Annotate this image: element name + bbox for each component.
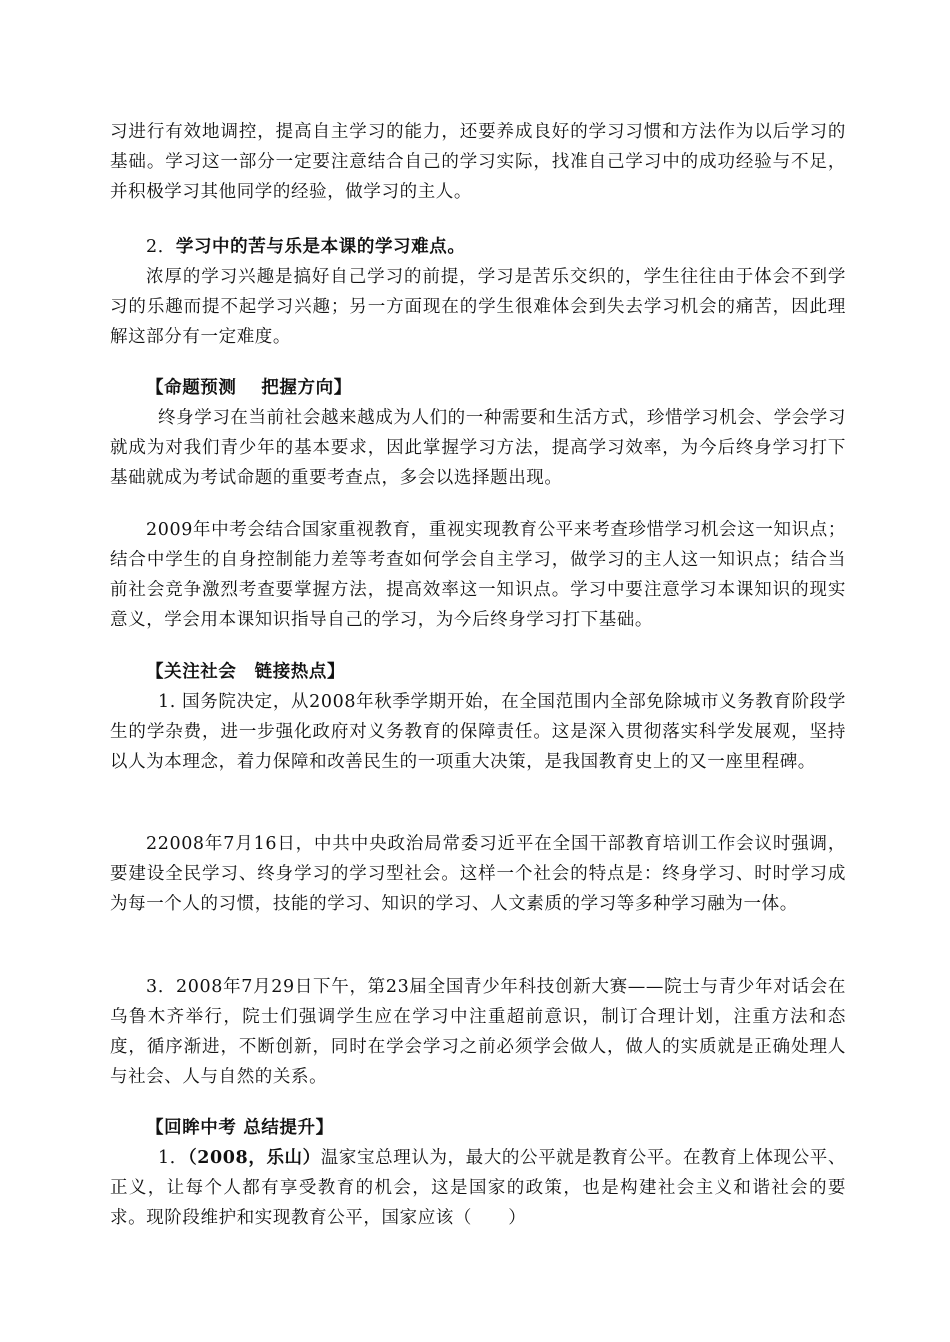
paragraph-difficulty: 浓厚的学习兴趣是搞好自己学习的前提，学习是苦乐交织的，学生往往由于体会不到学习的乐趣而提不起学习兴趣；另一方面现在的学生很难体会到失去学习机会的痛苦，因此理解这部分有一定难度。	[110, 267, 846, 347]
question-1-number: 1．	[158, 1148, 188, 1168]
heading-review: 【回眸中考 总结提升】	[146, 1118, 334, 1138]
paragraph-hot-1: 1. 国务院决定，从2008年秋季学期开始，在全国范围内全部免除城市义务教育阶段学生的学杂费，进一步强化政府对义务教育的保障责任。这是深入贯彻落实科学发展观，坚持以人为本理念，着力保障和改善民生的一项重大决策，是我国教育史上的又一座里程碑。	[110, 692, 846, 772]
paragraph-hot-2: 22008年7月16日，中共中央政治局常委习近平在全国干部教育培训工作会议时强调，要建设全民学习、终身学习的学习型社会。这样一个社会的特点是：终身学习、时时学习成为每一个人的习惯，技能的学习、知识的学习、人文素质的学习等多种学习融为一体。	[110, 834, 846, 914]
heading-society: 【关注社会 链接热点】	[146, 662, 346, 682]
question-1-source: （2008，乐山）	[187, 1148, 321, 1168]
paragraph-study-habits: 习进行有效地调控，提高自主学习的能力，还要养成良好的学习习惯和方法作为以后学习的基础。学习这一部分一定要注意结合自己的学习实际，找准自己学习中的成功经验与不足，并积极学习其他同学的经验，做学习的主人。	[110, 122, 846, 202]
paragraph-exam-2009: 2009年中考会结合国家重视教育，重视实现教育公平来考查珍惜学习机会这一知识点；结合中学生的自身控制能力差等考查如何学会自主学习，做学习的主人这一知识点；结合当前社会竞争激烈考查要掌握方法，提高效率这一知识点。学习中要注意学习本课知识的现实意义，学会用本课知识指导自己的学习，为今后终身学习打下基础。	[110, 520, 846, 630]
paragraph-hot-3: 3．2008年7月29日下午，第23届全国青少年科技创新大赛——院士与青少年对话会在乌鲁木齐举行，院士们强调学生应在学习中注重超前意识，制订合理计划，注重方法和态度，循序渐进，不断创新，同时在学会学习之前必须学会做人，做人的实质就是正确处理人与社会、人与自然的关系。	[110, 977, 846, 1087]
paragraph-forecast: 终身学习在当前社会越来越成为人们的一种需要和生活方式，珍惜学习机会、学会学习就成为对我们青少年的基本要求，因此掌握学习方法，提高学习效率，为今后终身学习打下基础就成为考试命题的重要考查点，多会以选择题出现。	[110, 408, 846, 488]
question-1	[110, 1143, 846, 1233]
section-2-number: 2．	[146, 237, 176, 257]
question-1-text: 温家宝总理认为，最大的公平就是教育公平。在教育上体现公平、正义，让每个人都有享受教育的机会，这是国家的政策，也是构建社会主义和谐社会的要求。现阶段维护和实现教育公平，国家应该（ ）	[110, 1148, 846, 1228]
heading-forecast: 【命题预测 把握方向】	[146, 378, 352, 398]
section-2-title: 学习中的苦与乐是本课的学习难点。	[175, 237, 466, 257]
section-2-heading	[146, 232, 465, 262]
